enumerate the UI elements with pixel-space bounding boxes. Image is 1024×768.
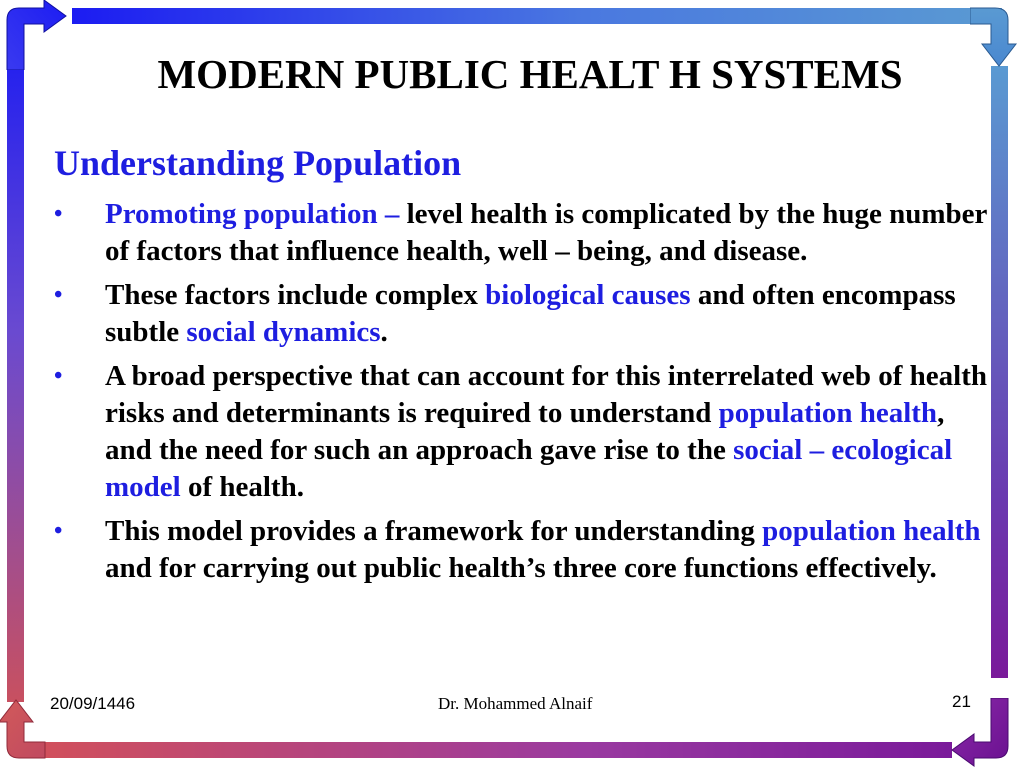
highlighted-term: population health bbox=[718, 397, 938, 429]
highlighted-term: social dynamics bbox=[186, 316, 381, 348]
frame-right-bar bbox=[991, 66, 1008, 678]
slide-subtitle: Understanding Population bbox=[54, 143, 462, 183]
footer-date: 20/09/1446 bbox=[50, 694, 136, 713]
bullet-text-segment: level health is complicated by the huge number of factors that influence health, well – being, and disease. bbox=[105, 198, 987, 267]
bullet-item bbox=[54, 513, 989, 587]
highlighted-term: Promoting population – bbox=[105, 198, 407, 230]
frame-top-bar bbox=[72, 8, 1002, 24]
frame-bottom-bar bbox=[30, 742, 952, 758]
frame-left-bar bbox=[7, 30, 24, 702]
bullet-item bbox=[54, 277, 989, 351]
bullet-text-segment: of health. bbox=[180, 471, 304, 503]
bullet-text-segment: , and the need for such an approach gave rise to the bbox=[105, 397, 945, 466]
bullet-text-segment: These factors include complex bbox=[105, 279, 486, 311]
bullet-dot-icon: • bbox=[54, 201, 63, 227]
highlighted-term: social – ecological model bbox=[105, 434, 953, 503]
bullet-text-segment: . bbox=[380, 316, 388, 348]
bullet-text-segment: and for carrying out public health’s three core functions effectively. bbox=[105, 552, 937, 584]
bullet-dot-icon: • bbox=[54, 518, 63, 544]
page-number: 21 bbox=[952, 692, 971, 711]
bullet-text-segment: and often encompass subtle bbox=[105, 279, 956, 348]
bullet-text-segment: This model provides a framework for understanding bbox=[105, 515, 763, 547]
bullet-list bbox=[54, 196, 989, 594]
bullet-dot-icon: • bbox=[54, 282, 63, 308]
bullet-item bbox=[54, 358, 989, 506]
highlighted-term: biological causes bbox=[485, 279, 691, 311]
bullet-text bbox=[105, 279, 956, 348]
bullet-dot-icon: • bbox=[54, 363, 63, 389]
bullet-text-segment: A broad perspective that can account for this interrelated web of health risks and determinants is required to understand bbox=[105, 360, 988, 429]
bullet-text bbox=[105, 198, 987, 267]
bullet-text bbox=[105, 515, 981, 584]
bullet-text bbox=[105, 360, 987, 503]
bullet-item bbox=[54, 196, 989, 270]
highlighted-term: population health bbox=[762, 515, 981, 547]
footer-author: Dr. Mohammed Alnaif bbox=[438, 694, 593, 713]
slide-title: MODERN PUBLIC HEALT H SYSTEMS bbox=[157, 51, 903, 97]
